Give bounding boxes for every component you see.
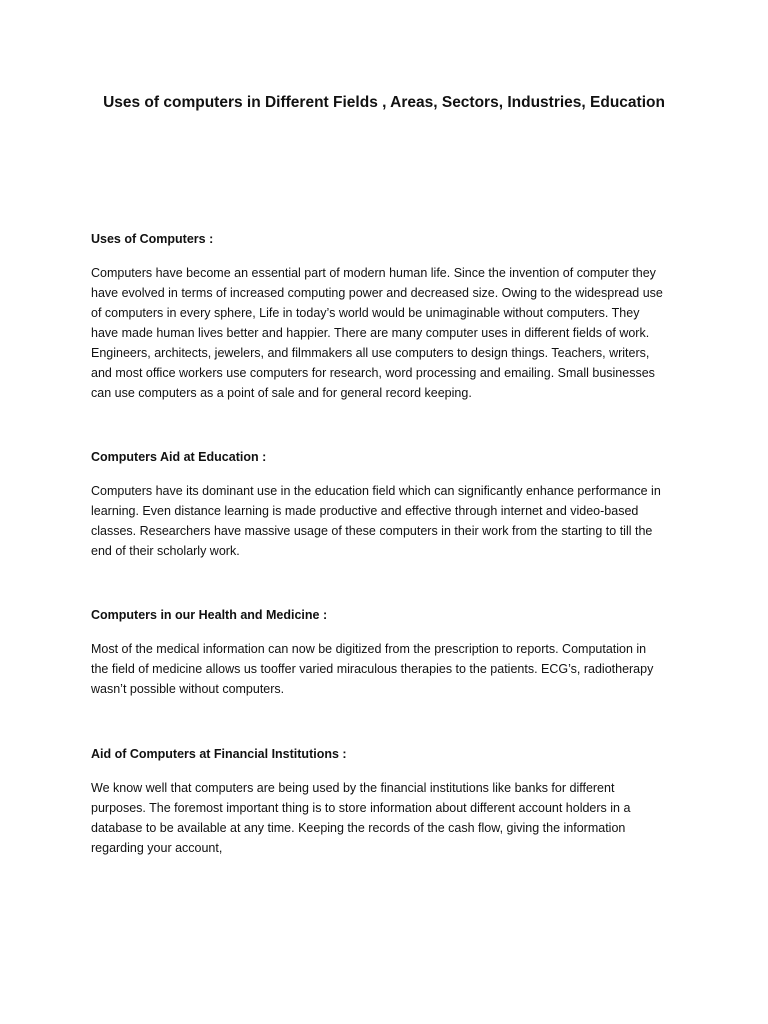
section-health-medicine [91,607,681,699]
section-paragraph: We know well that computers are being used by the financial institutions like banks for different purposes. The foremost important thing is to store information about different account holders in a database to be available at any time. Keeping the records of the cash flow, giving the information regarding your account, [91,781,631,855]
section-paragraph: Most of the medical information can now be digitized from the prescription to reports. Computation in the field of medicine allows us tooffer varied miraculous therapies to the patients. ECG’s, radiotherapy wasn’t possible without computers. [91,642,654,696]
section-paragraph: Computers have become an essential part of modern human life. Since the invention of computer they have evolved in terms of increased computing power and decreased size. Owing to the widespread use of computers in every sphere, Life in today’s world would be unimaginable without computers. They have made human lives better and happier. There are many computer uses in different fields of work. Engineers, architects, jewelers, and filmmakers all use computers to design things. Teachers, writers, and most office workers use computers for research, word processing and emailing. Small businesses can use computers as a point of sale and for general record keeping. [91,266,663,400]
section-financial-institutions [91,746,681,858]
section-uses-of-computers [91,231,681,403]
document-title: Uses of computers in Different Fields , Areas, Sectors, Industries, Education [103,94,665,111]
section-heading: Computers in our Health and Medicine : [91,608,328,622]
section-education [91,449,681,561]
section-heading: Computers Aid at Education : [91,450,267,464]
section-paragraph: Computers have its dominant use in the education field which can significantly enhance performance in learning. Even distance learning is made productive and effective through internet and video-based classes. Researchers have massive usage of these computers in their work from the starting to till the end of their scholarly work. [91,484,661,558]
section-heading: Uses of Computers : [91,232,214,246]
section-heading: Aid of Computers at Financial Institutions : [91,747,347,761]
